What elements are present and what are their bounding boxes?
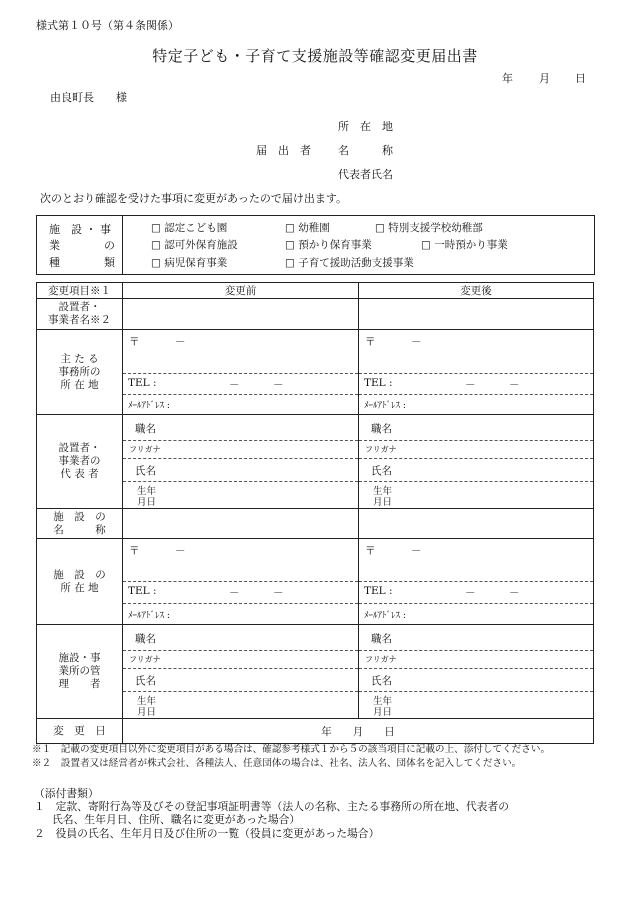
furigana-label: フリガナ xyxy=(365,655,397,664)
checkbox-kindergarten[interactable]: □ 幼稚園 xyxy=(285,222,330,234)
birth-label-2: 月日 xyxy=(137,497,157,508)
row-label-line: 主 た る xyxy=(60,352,99,365)
postal-hyphen: － xyxy=(175,545,186,557)
checkbox-temporary-care[interactable]: □ 一時預かり事業 xyxy=(421,239,508,251)
note-1: ※１ 記載の変更項目以外に変更項目がある場合は、確認参考様式１から５の該当項目に記載の上、添付してください。 xyxy=(32,744,551,755)
name-label: 氏名 xyxy=(371,675,392,687)
furigana-label: フリガナ xyxy=(365,445,397,454)
row-label-line: 設置者・ xyxy=(58,301,101,313)
row-label-line: 所 在 地 xyxy=(60,378,99,391)
row-label-line: 施設・事 xyxy=(58,652,101,664)
tel-hyphen: － xyxy=(465,379,476,391)
facility-type-label-2: 業 の xyxy=(49,239,115,252)
page-title: 特定子ども・子育て支援施設等確認変更届出書 xyxy=(152,47,478,65)
row-label-line: 施 設 の xyxy=(53,510,106,523)
manager-before[interactable] xyxy=(123,625,359,719)
facility-location-before[interactable] xyxy=(123,539,359,625)
tel-hyphen: － xyxy=(229,379,240,391)
birth-label-2: 月日 xyxy=(137,707,157,718)
col-item-header: 変更項目※１ xyxy=(37,283,123,299)
row-label-main-office xyxy=(37,330,123,415)
checkbox-unlicensed-childcare[interactable]: □ 認可外保育施設 xyxy=(151,239,238,251)
tel-hyphen: － xyxy=(229,587,240,599)
furigana-label: フリガナ xyxy=(129,445,161,454)
job-title-label: 職名 xyxy=(135,423,156,435)
birth-label-1: 生年 xyxy=(137,486,157,497)
email-label: ﾒｰﾙｱﾄﾞﾚｽ : xyxy=(128,401,170,411)
row-label-line: 名 称 xyxy=(53,523,106,536)
facility-type-label xyxy=(37,216,123,274)
row-label-line: 業所の管 xyxy=(58,665,101,677)
tel-hyphen: － xyxy=(509,587,520,599)
job-title-label: 職名 xyxy=(371,423,392,435)
facility-name-after[interactable] xyxy=(359,509,594,539)
operator-name-after[interactable] xyxy=(359,299,594,330)
tel-hyphen: － xyxy=(465,587,476,599)
row-label-facility-name xyxy=(37,509,123,539)
furigana-label: フリガナ xyxy=(129,655,161,664)
representative-before[interactable] xyxy=(123,415,359,509)
email-label: ﾒｰﾙｱﾄﾞﾚｽ : xyxy=(128,611,170,621)
representative-label: 代表者氏名 xyxy=(338,168,393,181)
tel-hyphen: － xyxy=(273,587,284,599)
facility-name-before[interactable] xyxy=(123,509,359,539)
name-label: 名 称 xyxy=(338,144,393,157)
job-title-label: 職名 xyxy=(135,633,156,645)
postal-mark: 〒 xyxy=(365,545,376,557)
row-label-operator-name xyxy=(37,299,123,330)
email-label: ﾒｰﾙｱﾄﾞﾚｽ : xyxy=(364,401,406,411)
row-label-manager xyxy=(37,625,123,719)
row-label-line: 所 在 地 xyxy=(60,581,99,594)
facility-type-box xyxy=(36,215,595,275)
tel-label: TEL : xyxy=(364,377,393,389)
checkbox-extended-care[interactable]: □ 預かり保育事業 xyxy=(285,239,372,251)
addressee: 由良町長 様 xyxy=(50,91,127,104)
row-label-change-date: 変 更 日 xyxy=(37,719,123,744)
row-label-representative xyxy=(37,415,123,509)
row-label-line: 事業者名※２ xyxy=(48,314,111,326)
date-year-label: 年 xyxy=(502,72,513,85)
attachment-item-1-cont: 氏名、生年月日、住所、職名に変更があった場合） xyxy=(52,813,301,826)
manager-after[interactable] xyxy=(359,625,594,719)
date-month-label: 月 xyxy=(539,72,550,85)
intro-text: 次のとおり確認を受けた事項に変更があったので届け出ます。 xyxy=(40,192,348,205)
postal-mark: 〒 xyxy=(129,545,140,557)
birth-label-2: 月日 xyxy=(373,497,393,508)
facility-location-after[interactable] xyxy=(359,539,594,625)
postal-mark: 〒 xyxy=(129,336,140,348)
email-label: ﾒｰﾙｱﾄﾞﾚｽ : xyxy=(364,611,406,621)
postal-mark: 〒 xyxy=(365,336,376,348)
tel-label: TEL : xyxy=(364,585,393,597)
tel-hyphen: － xyxy=(273,379,284,391)
attachment-item-1: １ 定款、寄附行為等及びその登記事項証明書等（法人の名称、主たる事務所の所在地、代表者の xyxy=(34,800,510,813)
checkbox-certified-kodomoen[interactable]: □ 認定こども園 xyxy=(151,222,228,234)
change-date-field[interactable]: 年 月 日 xyxy=(123,719,594,744)
row-label-line: 事業者の xyxy=(58,455,101,467)
change-table xyxy=(36,282,594,744)
col-after-header: 変更後 xyxy=(359,283,594,299)
row-label-line: 代 表 者 xyxy=(60,468,99,480)
tel-label: TEL : xyxy=(128,377,157,389)
operator-name-before[interactable] xyxy=(123,299,359,330)
birth-label-1: 生年 xyxy=(373,696,393,707)
main-office-before[interactable] xyxy=(123,330,359,415)
note-2: ※２ 設置者又は経営者が株式会社、各種法人、任意団体の場合は、社名、法人名、団体名を記入してください。 xyxy=(32,758,522,769)
tel-hyphen: － xyxy=(509,379,520,391)
birth-label-1: 生年 xyxy=(137,696,157,707)
row-label-line: 事務所の xyxy=(58,365,101,378)
postal-hyphen: － xyxy=(175,336,186,348)
date-day-label: 日 xyxy=(575,72,586,85)
row-label-line: 施 設 の xyxy=(53,568,106,581)
applicant-label: 届 出 者 xyxy=(256,144,311,157)
facility-type-label-1: 施 設 ・ 事 xyxy=(49,223,111,236)
birth-label-2: 月日 xyxy=(373,707,393,718)
form-number: 様式第１０号（第４条関係） xyxy=(36,19,179,32)
name-label: 氏名 xyxy=(371,465,392,477)
checkbox-childcare-support[interactable]: □ 子育て援助活動支援事業 xyxy=(285,257,414,269)
name-label: 氏名 xyxy=(135,465,156,477)
checkbox-sick-child-care[interactable]: □ 病児保育事業 xyxy=(151,257,228,269)
representative-after[interactable] xyxy=(359,415,594,509)
location-label: 所 在 地 xyxy=(338,120,393,133)
job-title-label: 職名 xyxy=(371,633,392,645)
row-label-line: 設置者・ xyxy=(58,442,101,454)
attachment-item-2: ２ 役員の氏名、生年月日及び住所の一覧（役員に変更があった場合） xyxy=(34,827,380,840)
row-label-facility-location xyxy=(37,539,123,625)
tel-label: TEL : xyxy=(128,585,157,597)
name-label: 氏名 xyxy=(135,675,156,687)
checkbox-special-school-kindergarten[interactable]: □ 特別支援学校幼稚部 xyxy=(375,222,483,234)
postal-hyphen: － xyxy=(411,545,422,557)
row-label-line: 理 者 xyxy=(58,678,101,690)
facility-type-label-3: 種 類 xyxy=(49,256,115,269)
main-office-after[interactable] xyxy=(359,330,594,415)
col-before-header: 変更前 xyxy=(123,283,359,299)
attachments-heading: （添付書類） xyxy=(34,787,99,800)
postal-hyphen: － xyxy=(411,336,422,348)
birth-label-1: 生年 xyxy=(373,486,393,497)
